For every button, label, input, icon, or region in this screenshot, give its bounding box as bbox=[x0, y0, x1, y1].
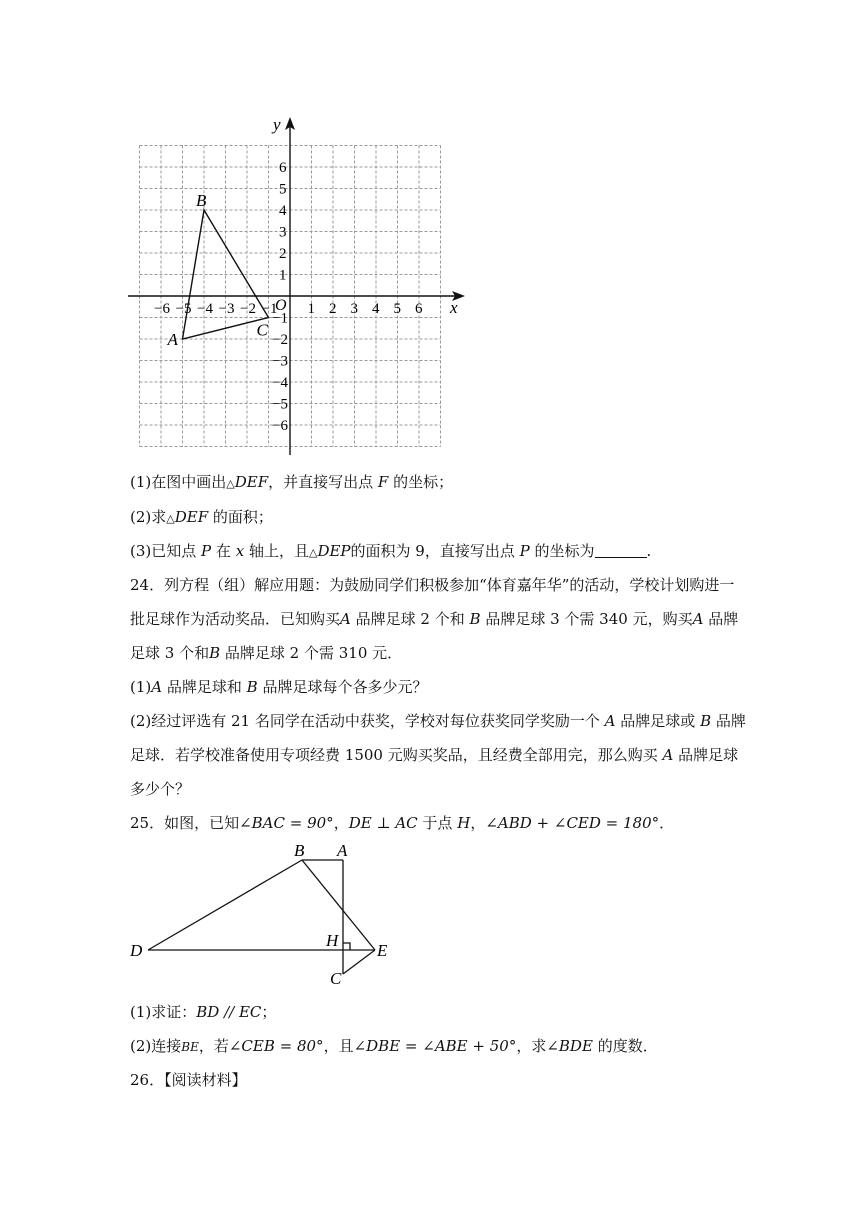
x-tick-label: −6 bbox=[154, 301, 170, 317]
origin-label: O bbox=[275, 297, 287, 314]
y-tick-label: 6 bbox=[279, 160, 287, 176]
q26-title: 26．【阅读材料】 bbox=[130, 1071, 247, 1089]
segment-db bbox=[148, 860, 302, 950]
segment-ec bbox=[343, 950, 375, 974]
y-tick-label: 5 bbox=[279, 181, 287, 198]
y-tick-label: −3 bbox=[272, 353, 288, 370]
x-axis-label: x bbox=[450, 298, 458, 317]
label-a: A bbox=[337, 841, 348, 860]
label-h: H bbox=[326, 931, 339, 950]
q24-line2: 批足球作为活动奖品．已知购买A 品牌足球 2 个和 B 品牌足球 3 个需 340 元，购买A 品牌 bbox=[130, 610, 739, 628]
x-tick-label: 1 bbox=[307, 301, 315, 317]
point-labels bbox=[167, 191, 269, 349]
label-c: C bbox=[330, 969, 342, 988]
q24-part1: (1)A 品牌足球和 B 品牌足球每个各多少元？ bbox=[130, 678, 428, 696]
q23-part2: (2)求△DEF 的面积； bbox=[130, 508, 273, 526]
x-tick-labels bbox=[154, 301, 423, 317]
x-tick-label: 5 bbox=[393, 301, 401, 317]
x-tick-label: −2 bbox=[240, 301, 256, 317]
y-tick-label: −4 bbox=[272, 375, 288, 391]
x-tick-label: −5 bbox=[175, 301, 192, 317]
q24-part2-line3: 多少个？ bbox=[130, 780, 191, 798]
vertex-label-b: B bbox=[196, 191, 207, 210]
q23-part3: (3)已知点 P 在 x 轴上，且△DEP的面积为 9，直接写出点 P 的坐标为 . bbox=[130, 542, 652, 560]
x-tick-label: 4 bbox=[372, 301, 380, 317]
x-tick-label: 2 bbox=[329, 301, 337, 317]
x-tick-label: −3 bbox=[218, 301, 235, 317]
vertex-label-a: A bbox=[167, 330, 178, 349]
y-tick-label: −5 bbox=[272, 396, 288, 413]
coordinate-figure bbox=[0, 0, 860, 470]
x-tick-label: −1 bbox=[261, 301, 278, 317]
x-tick-label: 6 bbox=[415, 301, 423, 317]
right-angle-mark bbox=[343, 943, 350, 950]
x-tick-label: 3 bbox=[350, 301, 358, 317]
y-tick-label: −2 bbox=[272, 332, 288, 348]
q25-intro: 25．如图，已知∠BAC = 90°，DE ⊥ AC 于点 H，∠ABD + ∠CED = 180°． bbox=[130, 814, 675, 832]
answer-blank bbox=[595, 543, 647, 558]
y-tick-label: 1 bbox=[279, 267, 287, 284]
q25-part2: (2)连接BE，若∠CEB = 80°，且∠DBE = ∠ABE + 50°，求∠BDE 的度数． bbox=[130, 1037, 658, 1055]
x-tick-label: −4 bbox=[197, 301, 213, 317]
label-b: B bbox=[294, 841, 305, 860]
y-tick-label: 4 bbox=[279, 203, 287, 219]
q23-part1: (1)在图中画出△DEF，并直接写出点 F 的坐标； bbox=[130, 473, 454, 491]
q25-part1: (1)求证：BD // EC； bbox=[130, 1003, 277, 1021]
q24-part2-line1: (2)经过评选有 21 名同学在活动中获奖，学校对每位获奖同学奖励一个 A 品牌足球或 B 品牌 bbox=[130, 712, 746, 730]
q24-part2-line2: 足球．若学校准备使用专项经费 1500 元购买奖品，且经费全部用完，那么购买 A 品牌足球 bbox=[130, 746, 739, 764]
y-tick-label: −1 bbox=[272, 310, 288, 327]
label-d: D bbox=[130, 941, 143, 960]
vertex-label-c: C bbox=[256, 320, 268, 340]
y-tick-label: 2 bbox=[279, 246, 287, 262]
q24-line3: 足球 3 个和B 品牌足球 2 个需 310 元． bbox=[130, 644, 403, 662]
segment-be bbox=[302, 860, 375, 950]
y-tick-label: 3 bbox=[279, 224, 287, 241]
label-e: E bbox=[377, 941, 388, 960]
geometry-figure bbox=[0, 838, 860, 998]
y-axis-label: y bbox=[273, 115, 281, 134]
q24-line1: 24．列方程（组）解应用题：为鼓励同学们积极参加“体育嘉年华”的活动，学校计划购进一 bbox=[130, 576, 735, 594]
y-tick-label: −6 bbox=[272, 418, 288, 434]
